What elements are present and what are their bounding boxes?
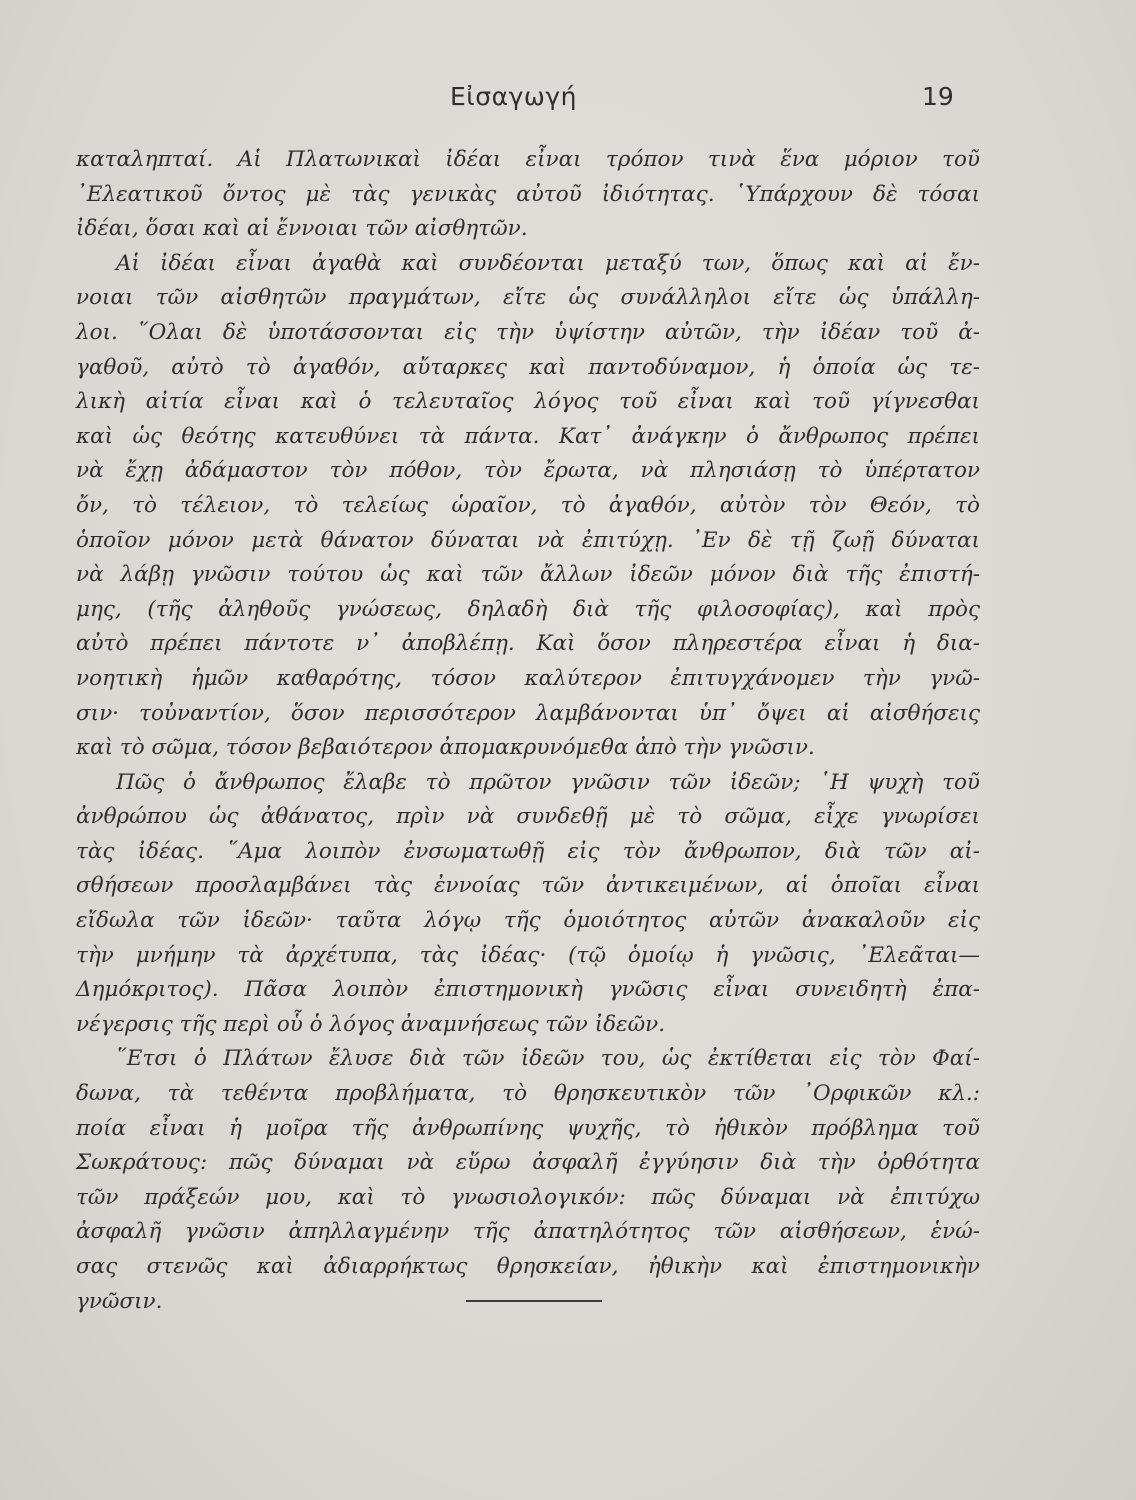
text-line: ποία εἶναι ἡ μοῖρα τῆς ἀνθρωπίνης ψυχῆς, τὸ ἠθικὸν πρόβλημα τοῦ — [76, 1115, 980, 1141]
text-line: καὶ τὸ σῶμα, τόσον βεβαιότερον ἀπομακρυνόμεθα ἀπὸ τὴν γνῶσιν. — [76, 735, 815, 761]
text-line: νέγερσις τῆς περὶ οὗ ὁ λόγος ἀναμνήσεως τῶν ἰδεῶν. — [76, 1011, 666, 1037]
text-line: ᾿Ελεατικοῦ ὄντος μὲ τὰς γενικὰς αὐτοῦ ἰδιότητας. ῾Υπάρχουν δὲ τόσαι — [76, 181, 980, 207]
page-number: 19 — [922, 82, 954, 111]
text-line: δωνα, τὰ τεθέντα προβλήματα, τὸ θρησκευτικὸν τῶν ᾿Ορφικῶν κλ.: — [76, 1081, 980, 1107]
text-line: σας στενῶς καὶ ἀδιαρρήκτως θρησκείαν, ἠθικὴν καὶ ἐπιστημονικὴν — [76, 1254, 980, 1279]
text-line: ἀσφαλῆ γνῶσιν ἀπηλλαγμένην τῆς ἀπατηλότητος τῶν αἰσθήσεων, ἑνώ- — [76, 1219, 980, 1245]
text-line: τῶν πράξεών μου, καὶ τὸ γνωσιολογικόν: πῶς δύναμαι νὰ ἐπιτύχω — [76, 1184, 980, 1210]
text-line: νὰ ἔχῃ ἀδάμαστον τὸν πόθον, τὸν ἔρωτα, νὰ πλησιάσῃ τὸ ὑπέρτατον — [76, 458, 980, 484]
text-line: ῞Ετσι ὁ Πλάτων ἔλυσε διὰ τῶν ἰδεῶν του, ὡς ἐκτίθεται εἰς τὸν Φαί- — [116, 1046, 980, 1072]
text-line: Αἱ ἰδέαι εἶναι ἀγαθὰ καὶ συνδέονται μεταξύ των, ὅπως καὶ αἱ ἔν- — [116, 250, 980, 276]
text-line: Σωκράτους: πῶς δύναμαι νὰ εὕρω ἀσφαλῆ ἐγγύησιν διὰ τὴν ὀρθότητα — [76, 1150, 980, 1176]
text-line: τὴν μνήμην τὰ ἀρχέτυπα, τὰς ἰδέας· (τῷ ὁμοίῳ ἡ γνῶσις, ᾿Ελεᾶται— — [76, 942, 980, 968]
chapter-title: Εἰσαγωγή — [450, 82, 577, 111]
text-line: λοι. ῞Ολαι δὲ ὑποτάσσονται εἰς τὴν ὑψίστην αὐτῶν, τὴν ἰδέαν τοῦ ἀ- — [76, 319, 980, 345]
text-line: νὰ λάβῃ γνῶσιν τούτου ὡς καὶ τῶν ἄλλων ἰδεῶν μόνον διὰ τῆς ἐπιστή- — [76, 562, 980, 588]
text-line: νοητικὴ ἡμῶν καθαρότης, τόσον καλύτερον ἐπιτυγχάνομεν τὴν γνῶ- — [76, 665, 980, 691]
text-line: ὄν, τὸ τέλειον, τὸ τελείως ὡραῖον, τὸ ἀγαθόν, αὐτὸν τὸν Θεόν, τὸ — [76, 492, 980, 518]
text-line: αὐτὸ πρέπει πάντοτε ν᾿ ἀποβλέπῃ. Καὶ ὅσον πληρεστέρα εἶναι ἡ δια- — [76, 631, 980, 657]
body-text — [76, 143, 980, 1319]
text-line: σιν· τοὐναντίον, ὅσον περισσότερον λαμβάνονται ὑπ᾿ ὄψει αἱ αἰσθήσεις — [76, 700, 980, 726]
text-line: σθήσεων προσλαμβάνει τὰς ἐννοίας τῶν ἀντικειμένων, αἱ ὁποῖαι εἶναι — [76, 873, 980, 899]
text-line: τὰς ἰδέας. ῞Αμα λοιπὸν ἐνσωματωθῇ εἰς τὸν ἄνθρωπον, διὰ τῶν αἰ- — [76, 838, 980, 864]
text-line: λικὴ αἰτία εἶναι καὶ ὁ τελευταῖος λόγος τοῦ εἶναι καὶ τοῦ γίγνεσθαι — [76, 389, 980, 415]
text-line: Δημόκριτος). Πᾶσα λοιπὸν ἐπιστημονικὴ γνῶσις εἶναι συνειδητὴ ἐπα- — [76, 977, 980, 1003]
text-line: μης, (τῆς ἀληθοῦς γνώσεως, δηλαδὴ διὰ τῆς φιλοσοφίας), καὶ πρὸς — [76, 596, 980, 622]
text-line: εἴδωλα τῶν ἰδεῶν· ταῦτα λόγῳ τῆς ὁμοιότητος αὐτῶν ἀνακαλοῦν εἰς — [76, 908, 980, 934]
text-line: ἀνθρώπου ὡς ἀθάνατος, πρὶν νὰ συνδεθῇ μὲ τὸ σῶμα, εἶχε γνωρίσει — [76, 804, 980, 830]
text-line: γαθοῦ, αὐτὸ τὸ ἀγαθόν, αὔταρκες καὶ παντοδύναμον, ἡ ὁποία ὡς τε- — [76, 354, 980, 380]
text-line: ἰδέαι, ὅσαι καὶ αἱ ἔννοιαι τῶν αἰσθητῶν. — [76, 216, 528, 242]
text-line: ὁποῖον μόνον μετὰ θάνατον δύναται νὰ ἐπιτύχῃ. ᾿Εν δὲ τῇ ζωῇ δύναται — [76, 527, 980, 553]
text-line: Πῶς ὁ ἄνθρωπος ἔλαβε τὸ πρῶτον γνῶσιν τῶν ἰδεῶν; ῾Η ψυχὴ τοῦ — [116, 769, 980, 795]
text-line: καταληπταί. Αἱ Πλατωνικαὶ ἰδέαι εἶναι τρόπον τινὰ ἕνα μόριον τοῦ — [76, 147, 980, 172]
running-header — [0, 82, 1136, 122]
text-line: καὶ ὡς θεότης κατευθύνει τὰ πάντα. Κατ᾿ ἀνάγκην ὁ ἄνθρωπος πρέπει — [76, 423, 980, 449]
text-line: γνῶσιν. — [76, 1288, 163, 1314]
text-line: νοιαι τῶν αἰσθητῶν πραγμάτων, εἴτε ὡς συνάλληλοι εἴτε ὡς ὑπάλλη- — [76, 285, 980, 311]
section-end-rule — [466, 1300, 602, 1302]
